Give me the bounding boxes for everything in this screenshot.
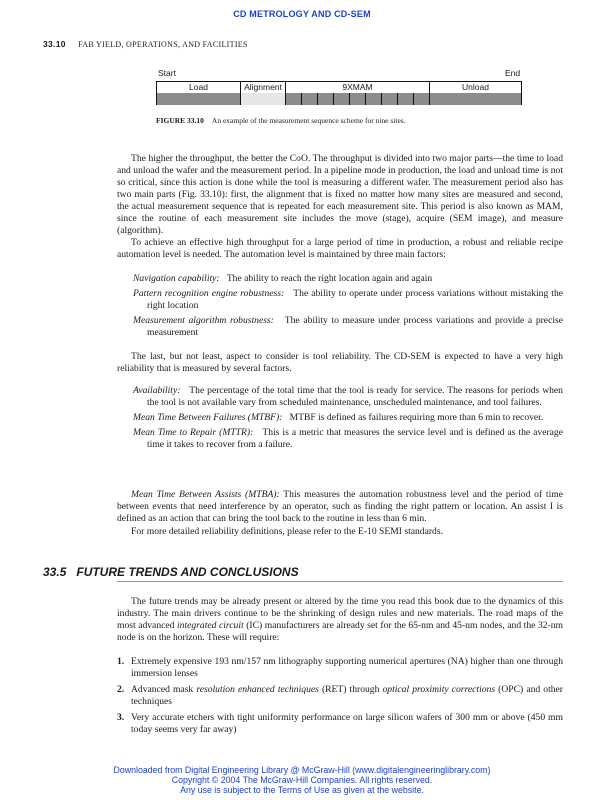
list-item [133, 385, 563, 409]
item-text-emphasis: optical proximity corrections [382, 684, 496, 695]
list-item [133, 427, 563, 451]
section-rule [117, 581, 563, 582]
figure-caption-text: An example of the measurement sequence scheme for nine sites. [211, 116, 406, 125]
paragraph-throughput: The higher the throughput, the better the CoO. The throughput is divided into two major parts—the time to load and unload the wafer and the measurement period. In a pipeline mode in production, the load and unload time is not so critical, since this action is done while the tool is measuring a different wafer. The measurement period also has two main parts (Fig. 33.10): first, the alignment that is fixed no matter how many sites are measured and second, the actual measurement sequence that is repeated for each measurement site. This period is also known as MAM, since the routine of each measurement site includes the move (stage), acquire (SEM image), and measure (algorithm). [117, 153, 563, 236]
item-number: 3. [117, 712, 125, 723]
definition: This is a metric that measures the service level and is defined as the average time it takes to recover from a failure. [147, 427, 563, 450]
paragraph-automation: To achieve an effective high throughput for a large period of time in production, a robust and reliable recipe automation level is needed. The automation level is maintained by three main factors: [117, 237, 563, 260]
running-head: CD METROLOGY AND CD-SEM [233, 9, 371, 19]
term: Mean Time Between Failures (MTBF): [133, 412, 283, 423]
term: Mean Time to Repair (MTTR): [133, 427, 254, 438]
timing-block-mam [302, 93, 318, 105]
figure-end-label: End [505, 68, 521, 78]
timing-block-load [157, 93, 241, 105]
paragraph-reliability: The last, but not least, aspect to consider is tool reliability. The CD-SEM is expected to have a very high reliability that is measured by several factors. [117, 351, 563, 374]
definition: MTBF is defined as failures requiring more than 6 min to recover. [289, 412, 544, 423]
segment-load: Load [157, 82, 241, 93]
section-heading [43, 565, 299, 579]
footer-copyright-line: Copyright © 2004 The McGraw-Hill Companies. All rights reserved. [171, 775, 433, 785]
definition: The percentage of the total time that the tool is ready for service. The reasons for periods when the tool is not available vary from scheduled maintenance, unscheduled maintenance, and tool failures. [147, 385, 563, 408]
timing-block-mam [334, 93, 350, 105]
item-text: (RET) through [318, 684, 383, 695]
paragraph-mtba [117, 489, 563, 525]
list-item [117, 684, 563, 708]
list-item [133, 315, 563, 339]
term: Measurement algorithm robustness: [133, 315, 274, 326]
item-number: 2. [117, 684, 125, 695]
timing-block-unload [430, 93, 521, 105]
figure-number: FIGURE 33.10 [156, 116, 204, 125]
item-text: Advanced mask [131, 684, 197, 695]
chapter-title: FAB YIELD, OPERATIONS, AND FACILITIES [78, 40, 248, 49]
timing-block-mam [286, 93, 302, 105]
text-run: The future trends may be already present or altered by the time you read this book due to the dynamics of this industry. The main drivers continue to be the shrinking of design rules and new materials. The road maps of the most advanced [117, 596, 563, 631]
figure-caption [156, 116, 406, 125]
definition: The ability to measure under process variations and provide a precise measurement [147, 315, 563, 338]
footer-terms-line: Any use is subject to the Terms of Use as given at the website. [180, 785, 424, 795]
requirements-list [117, 656, 563, 736]
figure-start-label: Start [158, 68, 176, 78]
list-item [133, 273, 563, 285]
list-item [133, 288, 563, 312]
page-header [43, 39, 248, 49]
timing-block-mam [350, 93, 366, 105]
timing-block-mam [318, 93, 334, 105]
section-title: FUTURE TRENDS AND CONCLUSIONS [76, 565, 299, 579]
item-number: 1. [117, 656, 125, 667]
term: Pattern recognition engine robustness: [133, 288, 285, 299]
item-text: Extremely expensive 193 nm/157 nm lithography supporting numerical apertures (NA) higher than one through immersion lenses [131, 656, 563, 679]
automation-factors-list [133, 273, 563, 339]
reliability-factors-list [133, 385, 563, 451]
definition: The ability to reach the right location again and again [226, 273, 433, 284]
timing-block-alignment [241, 93, 286, 105]
definition: This measures the automation robustness level and the period of time between events that need interference by an operator, such as finding the right pattern or location. An assist I is defined as an action that can bring the tool back to the routine in less than 6 min. [117, 489, 563, 524]
list-item [117, 656, 563, 680]
item-text: Very accurate etchers with tight uniformity performance on large silicon wafers of 300 mm or above (450 mm today seems very far away) [131, 712, 563, 735]
sequence-timing-row [157, 93, 521, 105]
term: Navigation capability: [133, 273, 220, 284]
item-text-emphasis: resolution enhanced techniques [196, 684, 319, 695]
paragraph-future-trends [117, 596, 563, 644]
timing-block-mam [366, 93, 382, 105]
measurement-sequence-diagram [156, 81, 522, 105]
item-text: (OPC) and other techniques [131, 684, 563, 707]
list-item [133, 412, 563, 424]
term: Mean Time Between Assists (MTBA): [131, 489, 280, 500]
text-run: (IC) manufacturers are already set for the 65-nm and 45-nm nodes, and the 32-nm node is on the horizon. These will require: [117, 620, 563, 643]
segment-9xmam: 9XMAM [286, 82, 430, 93]
footer-download-line: Downloaded from Digital Engineering Library @ McGraw-Hill (www.digitalengineeringlibrary.com) [113, 765, 491, 775]
timing-block-mam [398, 93, 414, 105]
paragraph-semi-reference: For more detailed reliability definitions, please refer to the E-10 SEMI standards. [131, 526, 443, 537]
segment-alignment: Alignment [241, 82, 286, 93]
page-number: 33.10 [43, 39, 66, 49]
timing-block-mam [382, 93, 398, 105]
timing-block-mam [414, 93, 430, 105]
definition: The ability to operate under process variations without mistaking the right location [147, 288, 563, 311]
footer [0, 765, 604, 795]
term: Availability: [133, 385, 181, 396]
list-item [117, 712, 563, 736]
section-number: 33.5 [43, 565, 67, 579]
segment-unload: Unload [462, 82, 489, 92]
text-run: integrated circuit [176, 620, 244, 631]
